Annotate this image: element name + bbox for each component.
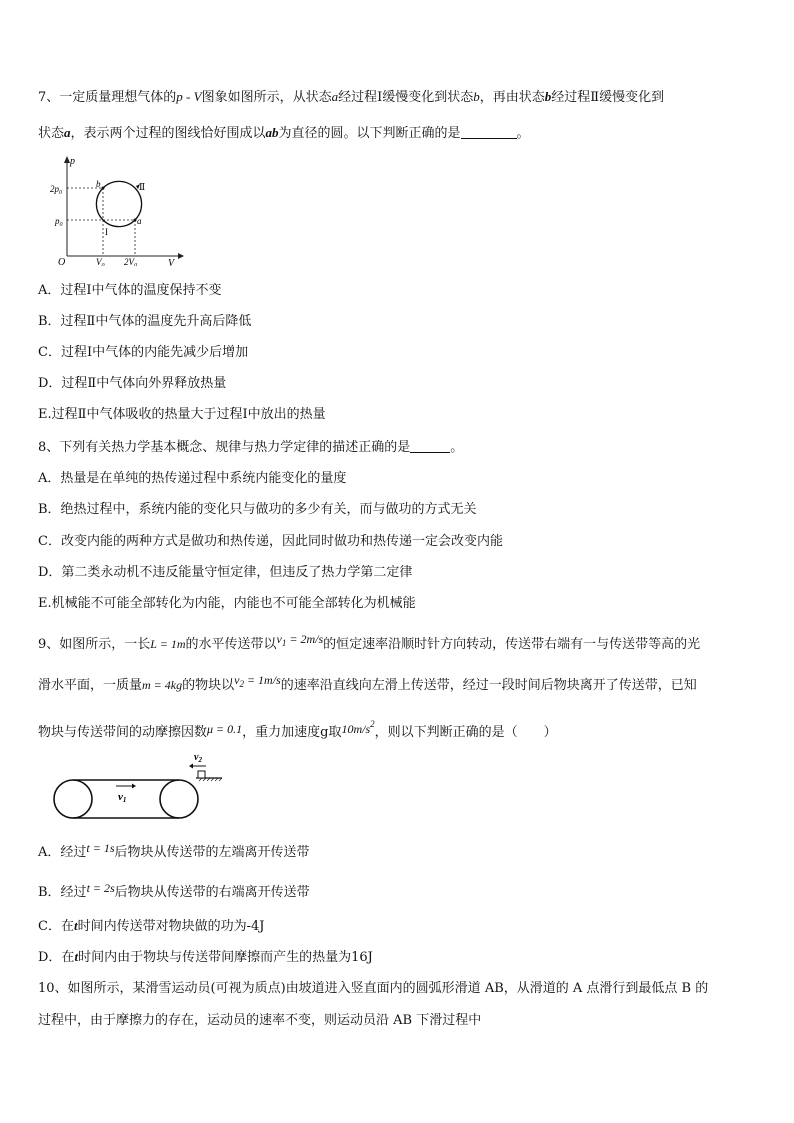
origin-label: O: [58, 257, 66, 266]
q7-option-a: A．过程Ⅰ中气体的温度保持不变: [38, 283, 222, 298]
v-axis-arrow: [178, 253, 184, 259]
v-axis-label: V: [168, 258, 175, 266]
q7-stem-line1: 7、一定质量理想气体的p - V图象如图所示，从状态a经过程Ⅰ缓慢变化到状态b，再由状态b经过程Ⅱ缓慢变化到: [38, 89, 665, 105]
pv-diagram: [50, 154, 185, 266]
q9-stem-line2: 滑水平面，一质量m = 4kg的物块以$v_2 = 1m/s$的速率沿直线向左滑上传送带，经过一段时间后物块离开了传送带，已知: [38, 673, 697, 693]
v1-arrowhead: [132, 784, 136, 789]
process-i-label: I: [105, 227, 108, 237]
q8-option-e: E.机械能不可能全部转化为内能，内能也不可能全部转化为机械能: [38, 596, 416, 611]
v1-label: v1: [118, 791, 127, 804]
q9-option-c: C．在t时间内传送带对物块做的功为-4J: [38, 918, 265, 934]
q7-option-b: B．过程Ⅱ中气体的温度先升高后降低: [38, 314, 252, 329]
state-b-label: b: [96, 179, 101, 189]
block: [198, 771, 205, 778]
state-b-point: [102, 187, 105, 190]
process-ii-label: Ⅱ: [139, 182, 146, 192]
q8-stem: 8、下列有关热力学基本概念、规律与热力学定律的描述正确的是 。: [38, 440, 464, 455]
v2-label: $v_2$: [194, 752, 202, 764]
answer-blank: [410, 440, 450, 453]
conveyor-belt-diagram: [46, 748, 226, 820]
q7-stem-line2: 状态a，表示两个过程的图线恰好围成以ab为直径的圆。以下判断正确的是 。: [38, 125, 530, 141]
p0-tick-label: $p_0$: [55, 216, 63, 228]
q8-option-a: A．热量是在单纯的热传递过程中系统内能变化的量度: [38, 471, 347, 486]
v0-tick-label: $V_0$: [96, 257, 105, 266]
q9-option-b: B．经过t = 2s后物块从传送带的右端离开传送带: [38, 881, 310, 900]
q9-stem-line3: 物块与传送带间的动摩擦因数μ = 0.1，重力加速度g取$10m/s^2$，则以下判断正确的是（ ）: [38, 719, 557, 740]
q10-stem-line1: 10、如图所示，某滑雪运动员(可视为质点)由坡道进入竖直面内的圆弧形滑道 AB，从滑道的 A 点滑行到最低点 B 的: [38, 981, 709, 996]
q9-stem-line1: 9、如图所示，一长L = 1m的水平传送带以$v_1 = 2m/s$的恒定速率沿顺时针方向转动，传送带右端有一与传送带等高的光: [38, 632, 701, 652]
answer-blank: [461, 126, 517, 139]
v2-arrowhead: [189, 764, 193, 769]
p-axis-label: p: [70, 156, 75, 167]
q9-option-d: D．在t时间内由于物块与传送带间摩擦而产生的热量为16J: [38, 949, 373, 965]
q7-option-c: C．过程Ⅰ中气体的内能先减少后增加: [38, 345, 249, 360]
2p0-tick-label: $2p_0$: [50, 184, 62, 196]
2v0-tick-label: $2V_0$: [124, 257, 137, 266]
q8-option-d: D．第二类永动机不违反能量守恒定律，但违反了热力学第二定律: [38, 565, 413, 580]
q10-stem-line2: 过程中，由于摩擦力的存在，运动员的速率不变，则运动员沿 AB 下滑过程中: [38, 1013, 482, 1028]
q8-option-b: B．绝热过程中，系统内能的变化只与做功的多少有关，而与做功的方式无关: [38, 502, 477, 517]
state-a-label: a: [137, 216, 142, 226]
q9-option-a: A．经过t = 1s后物块从传送带的左端离开传送带: [38, 841, 310, 860]
right-roller: [160, 780, 198, 818]
q7-option-e: E.过程Ⅱ中气体吸收的热量大于过程Ⅰ中放出的热量: [38, 407, 326, 422]
q7-option-d: D．过程Ⅱ中气体向外界释放热量: [38, 376, 227, 391]
q8-option-c: C．改变内能的两种方式是做功和热传递，因此同时做功和热传递一定会改变内能: [38, 534, 503, 549]
left-roller: [54, 780, 92, 818]
